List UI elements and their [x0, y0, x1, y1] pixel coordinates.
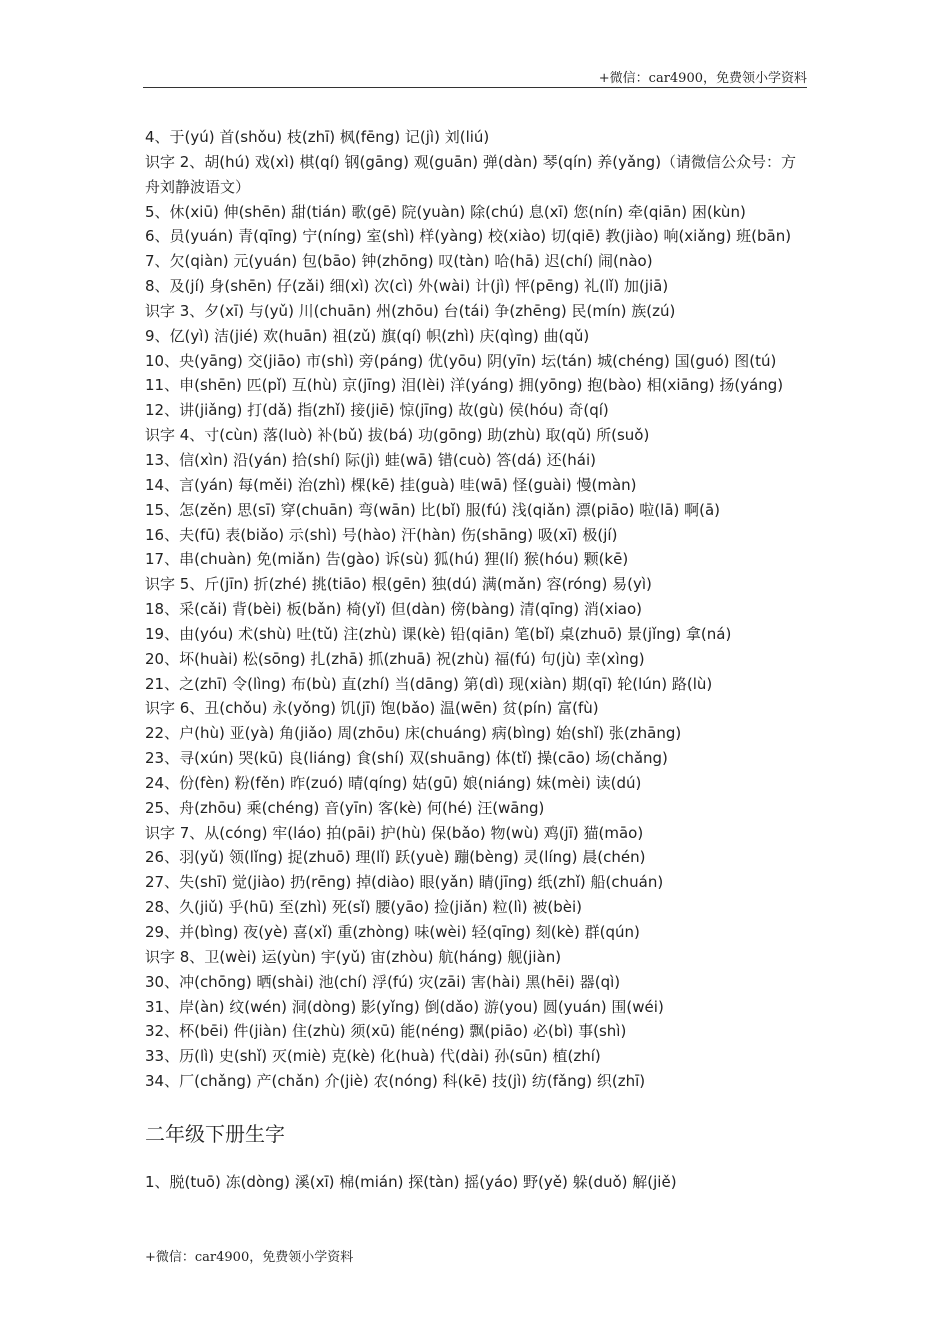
- vocab-line: 16、夫(fū) 表(biǎo) 示(shì) 号(hào) 汗(hàn) 伤(shāng) 吸(xī) 极(jí): [145, 525, 618, 544]
- vocab-line: 23、寻(xún) 哭(kū) 良(liáng) 食(shí) 双(shuāng) 体(tǐ) 操(cāo) 场(chǎng): [145, 749, 668, 768]
- vocab-line: 13、信(xìn) 沿(yán) 拾(shí) 际(jì) 蛙(wā) 错(cuò) 答(dá) 还(hái): [145, 450, 597, 469]
- vocab-line: 34、厂(chǎng) 产(chǎn) 介(jiè) 农(nóng) 科(kē) 技(jì) 纺(fǎng) 织(zhī): [145, 1072, 646, 1091]
- vocab-line: 识字 2、胡(hú) 戏(xì) 棋(qí) 钢(gāng) 观(guān) 弹(dàn) 琴(qín) 养(yǎng)（请微信公众号：方舟刘静波语文）: [145, 152, 797, 196]
- vocab-line: 28、久(jiǔ) 乎(hū) 至(zhì) 死(sǐ) 腰(yāo) 捡(jiǎn) 粒(lì) 被(bèi): [145, 898, 583, 917]
- vocab-line: 识字 8、卫(wèi) 运(yùn) 宇(yǔ) 宙(zhòu) 航(háng) 舰(jiàn): [145, 947, 562, 966]
- vocab-line: 识字 7、从(cóng) 牢(láo) 拍(pāi) 护(hù) 保(bǎo) 物(wù) 鸡(jī) 猫(māo): [145, 823, 644, 842]
- vocab-line: 20、坏(huài) 松(sōng) 扎(zhā) 抓(zhuā) 祝(zhù) 福(fú) 句(jù) 幸(xìng): [145, 649, 645, 668]
- vocab-line: 32、杯(bēi) 件(jiàn) 住(zhù) 须(xū) 能(néng) 飘(piāo) 必(bì) 事(shì): [145, 1022, 627, 1041]
- footer-note: +微信：car4900，免费领小学资料: [145, 1250, 354, 1265]
- vocab-line: 6、员(yuán) 青(qīng) 宁(níng) 室(shì) 样(yàng) 校(xiào) 切(qiē) 教(jiào) 响(xiǎng) 班(bān): [145, 227, 792, 246]
- vocab-line: 33、历(lì) 史(shǐ) 灭(miè) 克(kè) 化(huà) 代(dài) 孙(sūn) 植(zhí): [145, 1047, 601, 1066]
- vocab-line: 识字 4、寸(cùn) 落(luò) 补(bǔ) 拔(bá) 功(gōng) 助(zhù) 取(qǔ) 所(suǒ): [145, 426, 650, 445]
- vocab-line: 17、串(chuàn) 免(miǎn) 告(gào) 诉(sù) 狐(hú) 狸(lí) 猴(hóu) 颗(kē): [145, 550, 629, 569]
- vocab-line: 18、采(cǎi) 背(bèi) 板(bǎn) 椅(yǐ) 但(dàn) 傍(bàng) 清(qīng) 消(xiao): [145, 600, 642, 619]
- header-note: +微信：car4900，免费领小学资料: [598, 71, 807, 86]
- vocab-line: 14、言(yán) 每(měi) 治(zhì) 棵(kē) 挂(guà) 哇(wā) 怪(guài) 慢(màn): [145, 475, 637, 494]
- vocab-line: 12、讲(jiǎng) 打(dǎ) 指(zhǐ) 接(jiē) 惊(jīng) 故(gù) 侯(hóu) 奇(qí): [145, 401, 609, 420]
- vocab-line: 31、岸(àn) 纹(wén) 洞(dòng) 影(yǐng) 倒(dǎo) 游(you) 圆(yuán) 围(wéi): [145, 997, 664, 1016]
- vocab-line: 15、怎(zěn) 思(sī) 穿(chuān) 弯(wān) 比(bǐ) 服(fú) 浅(qiǎn) 漂(piāo) 啦(lā) 啊(ā): [145, 500, 721, 519]
- vocab-line: 11、申(shēn) 匹(pǐ) 互(hù) 京(jīng) 泪(lèi) 洋(yáng) 拥(yōng) 抱(bào) 相(xiāng) 扬(yáng): [145, 376, 784, 395]
- vocab-line: 30、冲(chōng) 晒(shài) 池(chí) 浮(fú) 灾(zāi) 害(hài) 黑(hēi) 器(qì): [145, 972, 621, 991]
- vocab-line: 5、休(xiū) 伸(shēn) 甜(tián) 歌(gē) 院(yuàn) 除(chú) 息(xī) 您(nín) 牵(qiān) 困(kùn): [145, 202, 746, 221]
- vocab-line: 9、亿(yì) 洁(jié) 欢(huān) 祖(zǔ) 旗(qí) 帜(zhì) 庆(qìng) 曲(qǔ): [145, 326, 590, 345]
- vocab-line: 22、户(hù) 亚(yà) 角(jiǎo) 周(zhōu) 床(chuáng) 病(bìng) 始(shǐ) 张(zhāng): [145, 724, 682, 743]
- vocab-line: 10、央(yāng) 交(jiāo) 市(shì) 旁(páng) 优(yōu) 阴(yīn) 坛(tán) 城(chéng) 国(guó) 图(tú): [145, 351, 777, 370]
- vocab-line: 27、失(shī) 觉(jiào) 扔(rēng) 掉(diào) 眼(yǎn) 睛(jīng) 纸(zhǐ) 船(chuán): [145, 873, 664, 892]
- header-rule: [143, 87, 807, 88]
- section-vocab-list: [145, 1170, 809, 1195]
- vocab-line: 19、由(yóu) 术(shù) 吐(tǔ) 注(zhù) 课(kè) 铅(qiān) 笔(bǐ) 桌(zhuō) 景(jǐng) 拿(ná): [145, 624, 732, 643]
- section-heading: 二年级下册生字: [145, 1122, 285, 1146]
- vocab-list: [145, 125, 809, 1094]
- vocab-line: 4、于(yú) 首(shǒu) 枝(zhī) 枫(fēng) 记(jì) 刘(liú): [145, 128, 490, 146]
- vocab-line: 26、羽(yǔ) 领(lǐng) 捉(zhuō) 理(lǐ) 跃(yuè) 蹦(bèng) 灵(líng) 晨(chén): [145, 848, 646, 867]
- vocab-line: 29、并(bìng) 夜(yè) 喜(xǐ) 重(zhòng) 味(wèi) 轻(qīng) 刻(kè) 群(qún): [145, 923, 640, 941]
- vocab-line: 25、舟(zhōu) 乘(chéng) 音(yīn) 客(kè) 何(hé) 汪(wāng): [145, 798, 545, 817]
- vocab-line: 24、份(fèn) 粉(fěn) 昨(zuó) 晴(qíng) 姑(gū) 娘(niáng) 妹(mèi) 读(dú): [145, 773, 642, 792]
- vocab-line: 识字 5、斤(jīn) 折(zhé) 挑(tiāo) 根(gēn) 独(dú) 满(mǎn) 容(róng) 易(yì): [145, 575, 652, 594]
- vocab-line: 识字 6、丑(chǒu) 永(yǒng) 饥(jī) 饱(bǎo) 温(wēn) 贫(pín) 富(fù): [145, 699, 599, 718]
- vocab-line: 21、之(zhī) 令(lìng) 布(bù) 直(zhí) 当(dāng) 第(dì) 现(xiàn) 期(qī) 轮(lún) 路(lù): [145, 674, 713, 693]
- vocab-line: 1、脱(tuō) 冻(dòng) 溪(xī) 棉(mián) 探(tàn) 摇(yáo) 野(yě) 躲(duǒ) 解(jiě): [145, 1173, 677, 1191]
- vocab-line: 8、及(jí) 身(shēn) 仔(zǎi) 细(xì) 次(cì) 外(wài) 计(jì) 怦(pēng) 礼(lǐ) 加(jiā): [145, 277, 669, 296]
- vocab-line: 识字 3、夕(xī) 与(yǔ) 川(chuān) 州(zhōu) 台(tái) 争(zhēng) 民(mín) 族(zú): [145, 301, 676, 320]
- vocab-line: 7、欠(qiàn) 元(yuán) 包(bāo) 钟(zhōng) 叹(tàn) 哈(hā) 迟(chí) 闹(nào): [145, 252, 653, 271]
